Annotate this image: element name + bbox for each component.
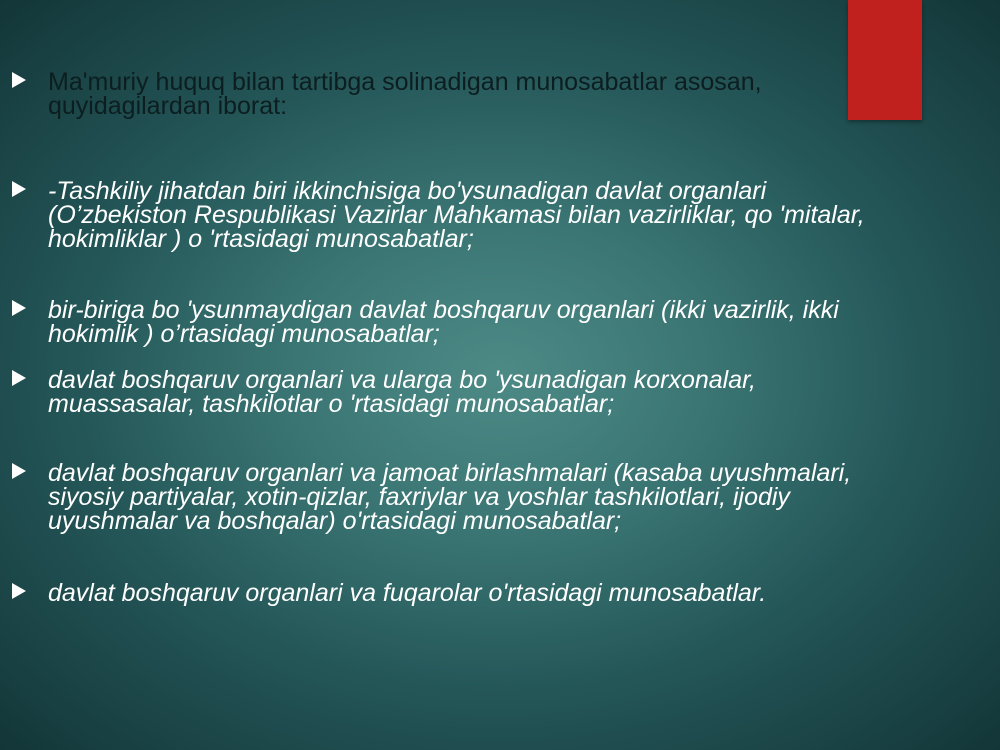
bullet-arrow-icon	[12, 583, 26, 599]
list-item-4: davlat boshqaruv organlari va jamoat birlashmalari (kasaba uyushmalari, siyosiy partiyalar, xotin-qizlar, faxriylar va yoshlar tashkilotlari, ijodiy uyushmalar va boshqalar) o'rtasidagi munosabatlar;	[48, 459, 852, 535]
bullet-arrow-icon	[12, 181, 26, 197]
list-item-3: davlat boshqaruv organlari va ularga bo 'ysunadigan korxonalar, muassasalar, tashkilotlar o 'rtasidagi munosabatlar;	[48, 366, 757, 418]
list-item-5: davlat boshqaruv organlari va fuqarolar o'rtasidagi munosabatlar.	[48, 579, 767, 607]
bullet-arrow-icon	[12, 370, 26, 386]
list-item-2: bir-biriga bo 'ysunmaydigan davlat boshqaruv organlari (ikki vazirlik, ikki hokimlik ) o’rtasidagi munosabatlar;	[48, 296, 839, 348]
bullet-arrow-icon	[12, 72, 26, 88]
intro-text: Ma'muriy huquq bilan tartibga solinadigan munosabatlar asosan, quyidagilardan iborat:	[48, 68, 762, 120]
list-item-1: -Tashkiliy jihatdan biri ikkinchisiga bo'ysunadigan davlat organlari (O’zbekiston Respublikasi Vazirlar Mahkamasi bilan vazirliklar, qo 'mitalar, hokimliklar ) o 'rtasidagi munosabatlar;	[48, 177, 865, 253]
bullet-arrow-icon	[12, 300, 26, 316]
bullet-arrow-icon	[12, 463, 26, 479]
